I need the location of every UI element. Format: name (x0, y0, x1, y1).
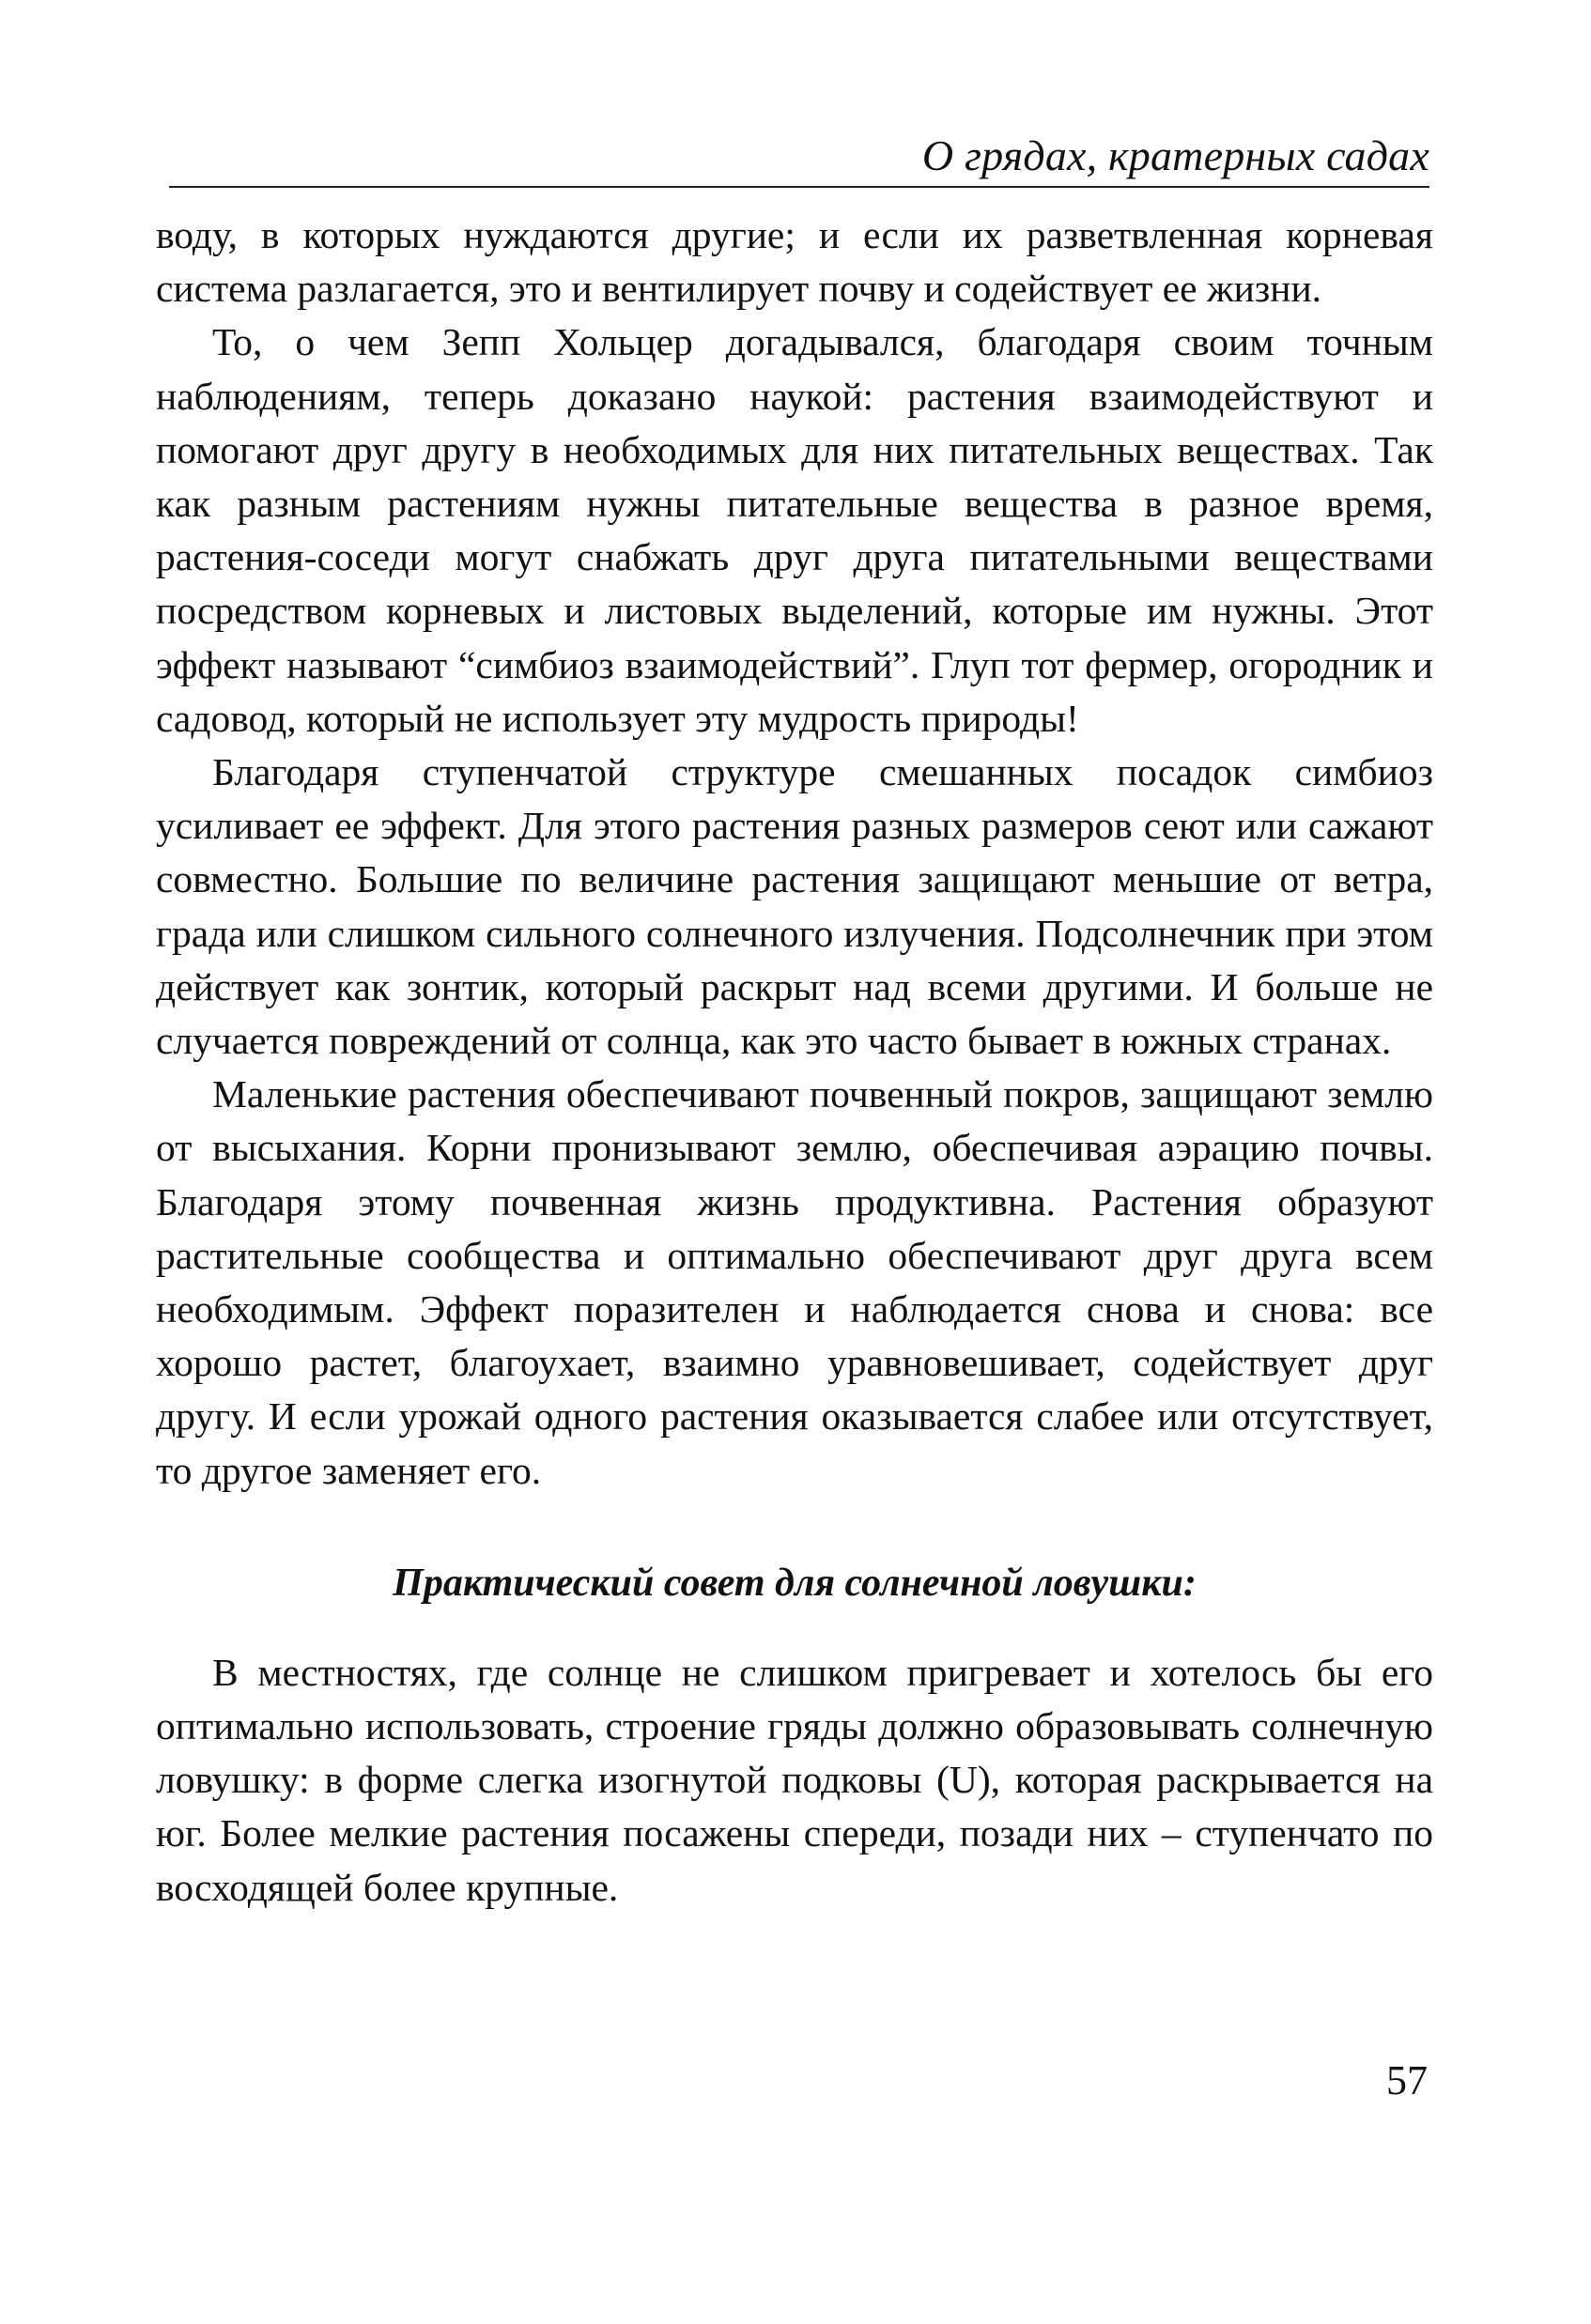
section-subheading: Практический совет для солнечной ловушки: (393, 1561, 1197, 1605)
body-text (156, 208, 1433, 1915)
running-head: О грядах, кратерных садах (921, 131, 1429, 179)
paragraph-5: В местностях, где солнце не слишком пригревает и хотелось бы его оптимально использовать, строение гряды должно образовывать солнечную ловушку: в форме слегка изогнутой подковы (U), которая раскрывается на юг. Более мелкие растения посажены спереди, позади них – ступенчато по восходящей более крупные. (156, 1650, 1433, 1909)
page-number: 57 (1386, 2057, 1428, 2103)
paragraph-4: Маленькие растения обеспечивают почвенный покров, защищают землю от высыхания. Корни пронизывают землю, обеспечивая аэрацию почвы. Благодаря этому почвенная жизнь продуктивна. Растения образуют растительные сообщества и оптимально обеспечивают друг друга всем необходимым. Эффект поразителен и наблюдается снова и снова: все хорошо растет, благоухает, взаимно уравновешивает, содействует друг другу. И если урожай одного растения оказывается слабее или отсутствует, то другое заменяет его. (156, 1072, 1433, 1492)
paragraph-2: То, о чем Зепп Хольцер догадывался, благодаря своим точным наблюдениям, теперь доказано наукой: растения взаимодействуют и помогают друг другу в необходимых для них питательных веществах. Так как разным растениям нужны питательные вещества в разное время, растения-соседи могут снабжать друг друга питательными веществами посредством корневых и листовых выделений, которые им нужны. Этот эффект называют “симбиоз взаимодействий”. Глуп тот фермер, огородник и садовод, который не использует эту мудрость природы! (156, 320, 1433, 740)
paragraph-3: Благодаря ступенчатой структуре смешанных посадок симбиоз усиливает ее эффект. Для этого растения разных размеров сеют или сажают совместно. Большие по величине растения защищают меньшие от ветра, града или слишком сильного солнечного излучения. Подсолнечник при этом действует как зонтик, который раскрыт над всеми другими. И больше не случается повреждений от солнца, как это часто бывает в южных странах. (156, 750, 1433, 1063)
header-rule (169, 186, 1429, 188)
paragraph-1: воду, в которых нуждаются другие; и если их разветвленная корневая система разлагается, это и вентилирует почву и содействует ее жизни. (156, 213, 1433, 311)
